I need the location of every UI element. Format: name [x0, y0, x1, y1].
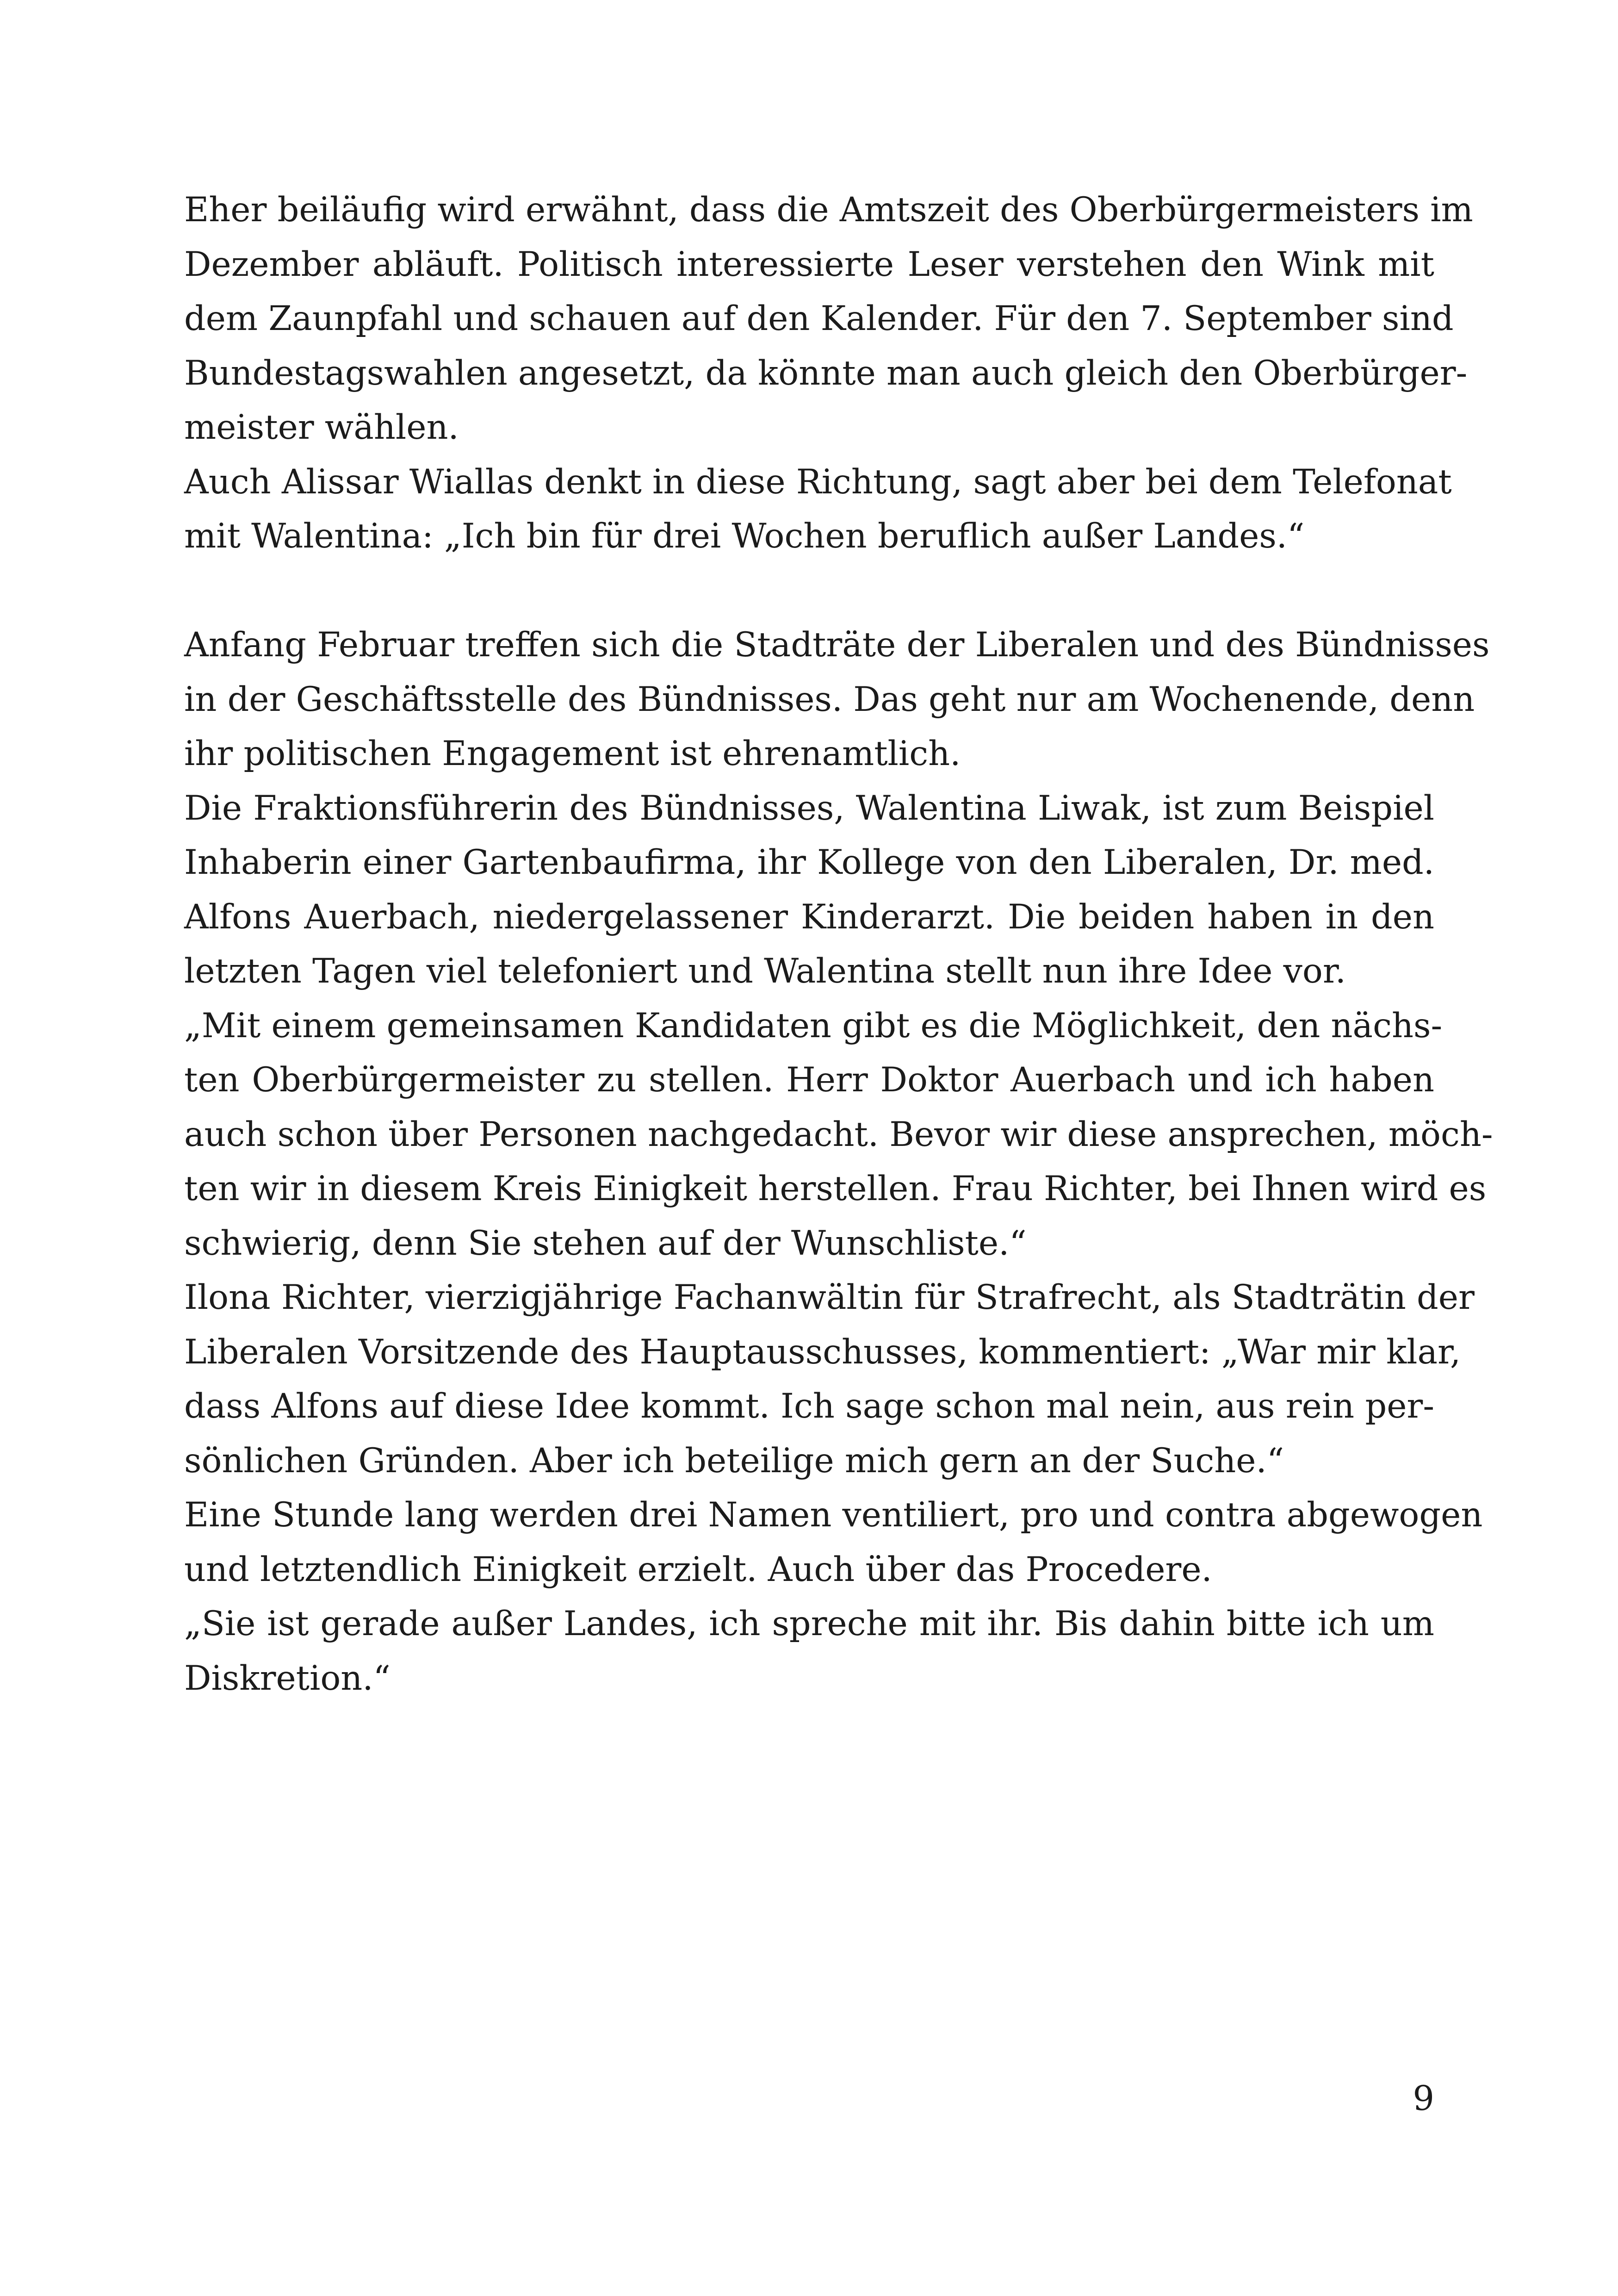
text-line: „Sie ist gerade außer Landes, ich spreche mit ihr. Bis dahin bitte ich um [184, 1604, 1434, 1643]
text-line: dass Alfons auf diese Idee kommt. Ich sage schon mal nein, aus rein per- [184, 1387, 1434, 1426]
text-line: Eher beiläufig wird erwähnt, dass die Amtszeit des Oberbürgermeisters im [184, 190, 1473, 230]
text-line: in der Geschäftsstelle des Bündnisses. Das geht nur am Wochenende, denn [184, 679, 1475, 719]
text-line: und letztendlich Einigkeit erzielt. Auch über das Procedere. [184, 1549, 1212, 1589]
text-line: ten wir in diesem Kreis Einigkeit herstellen. Frau Richter, bei Ihnen wird es [184, 1169, 1487, 1208]
paragraph [184, 1270, 1475, 1488]
paragraph [184, 999, 1493, 1271]
text-line: Alfons Auerbach, niedergelassener Kinderarzt. Die beiden haben in den [184, 897, 1434, 937]
text-line: letzten Tagen viel telefoniert und Walentina stellt nun ihre Idee vor. [184, 952, 1346, 991]
text-line: ten Oberbürgermeister zu stellen. Herr Doktor Auerbach und ich haben [184, 1060, 1434, 1100]
text-line: dem Zaunpfahl und schauen auf den Kalender. Für den 7. September sind [184, 299, 1454, 338]
paragraph [184, 455, 1452, 564]
text-line: Eine Stunde lang werden drei Namen ventiliert, pro und contra abgewogen [184, 1495, 1483, 1535]
text-line: auch schon über Personen nachgedacht. Bevor wir diese ansprechen, möch- [184, 1114, 1493, 1154]
text-line: mit Walentina: „Ich bin für drei Wochen beruflich außer Landes.“ [184, 516, 1305, 556]
paragraph [184, 1488, 1483, 1597]
text-line: Auch Alissar Wiallas denkt in diese Richtung, sagt aber bei dem Telefonat [184, 462, 1452, 502]
text-line: Liberalen Vorsitzende des Hauptausschusses, kommentiert: „War mir klar, [184, 1332, 1461, 1372]
text-line: meister wählen. [184, 408, 459, 447]
text-line: Diskretion.“ [184, 1658, 391, 1698]
text-line: „Mit einem gemeinsamen Kandidaten gibt es die Möglichkeit, den nächs- [184, 1006, 1443, 1045]
text-line: Inhaberin einer Gartenbaufirma, ihr Kollege von den Liberalen, Dr. med. [184, 843, 1434, 882]
text-line: Ilona Richter, vierzigjährige Fachanwältin für Strafrecht, als Stadträtin der [184, 1278, 1475, 1317]
text-line: Dezember abläuft. Politisch interessierte Leser verstehen den Wink mit [184, 244, 1434, 284]
paragraph [184, 1597, 1434, 1705]
text-line: sönlichen Gründen. Aber ich beteilige mich gern an der Suche.“ [184, 1441, 1284, 1481]
page-number: 9 [1413, 2079, 1434, 2118]
paragraph [184, 781, 1434, 999]
text-line: ihr politischen Engagement ist ehrenamtlich. [184, 734, 961, 773]
paragraph [184, 618, 1490, 781]
paragraph-gap [184, 564, 1434, 618]
text-line: Die Fraktionsführerin des Bündnisses, Walentina Liwak, ist zum Beispiel [184, 788, 1434, 828]
text-line: Bundestagswahlen angesetzt, da könnte man auch gleich den Oberbürger- [184, 353, 1468, 393]
body-text [184, 183, 1493, 1705]
text-line: schwierig, denn Sie stehen auf der Wunschliste.“ [184, 1223, 1027, 1263]
paragraph [184, 183, 1473, 455]
text-line: Anfang Februar treffen sich die Stadträte der Liberalen und des Bündnisses [184, 625, 1490, 665]
